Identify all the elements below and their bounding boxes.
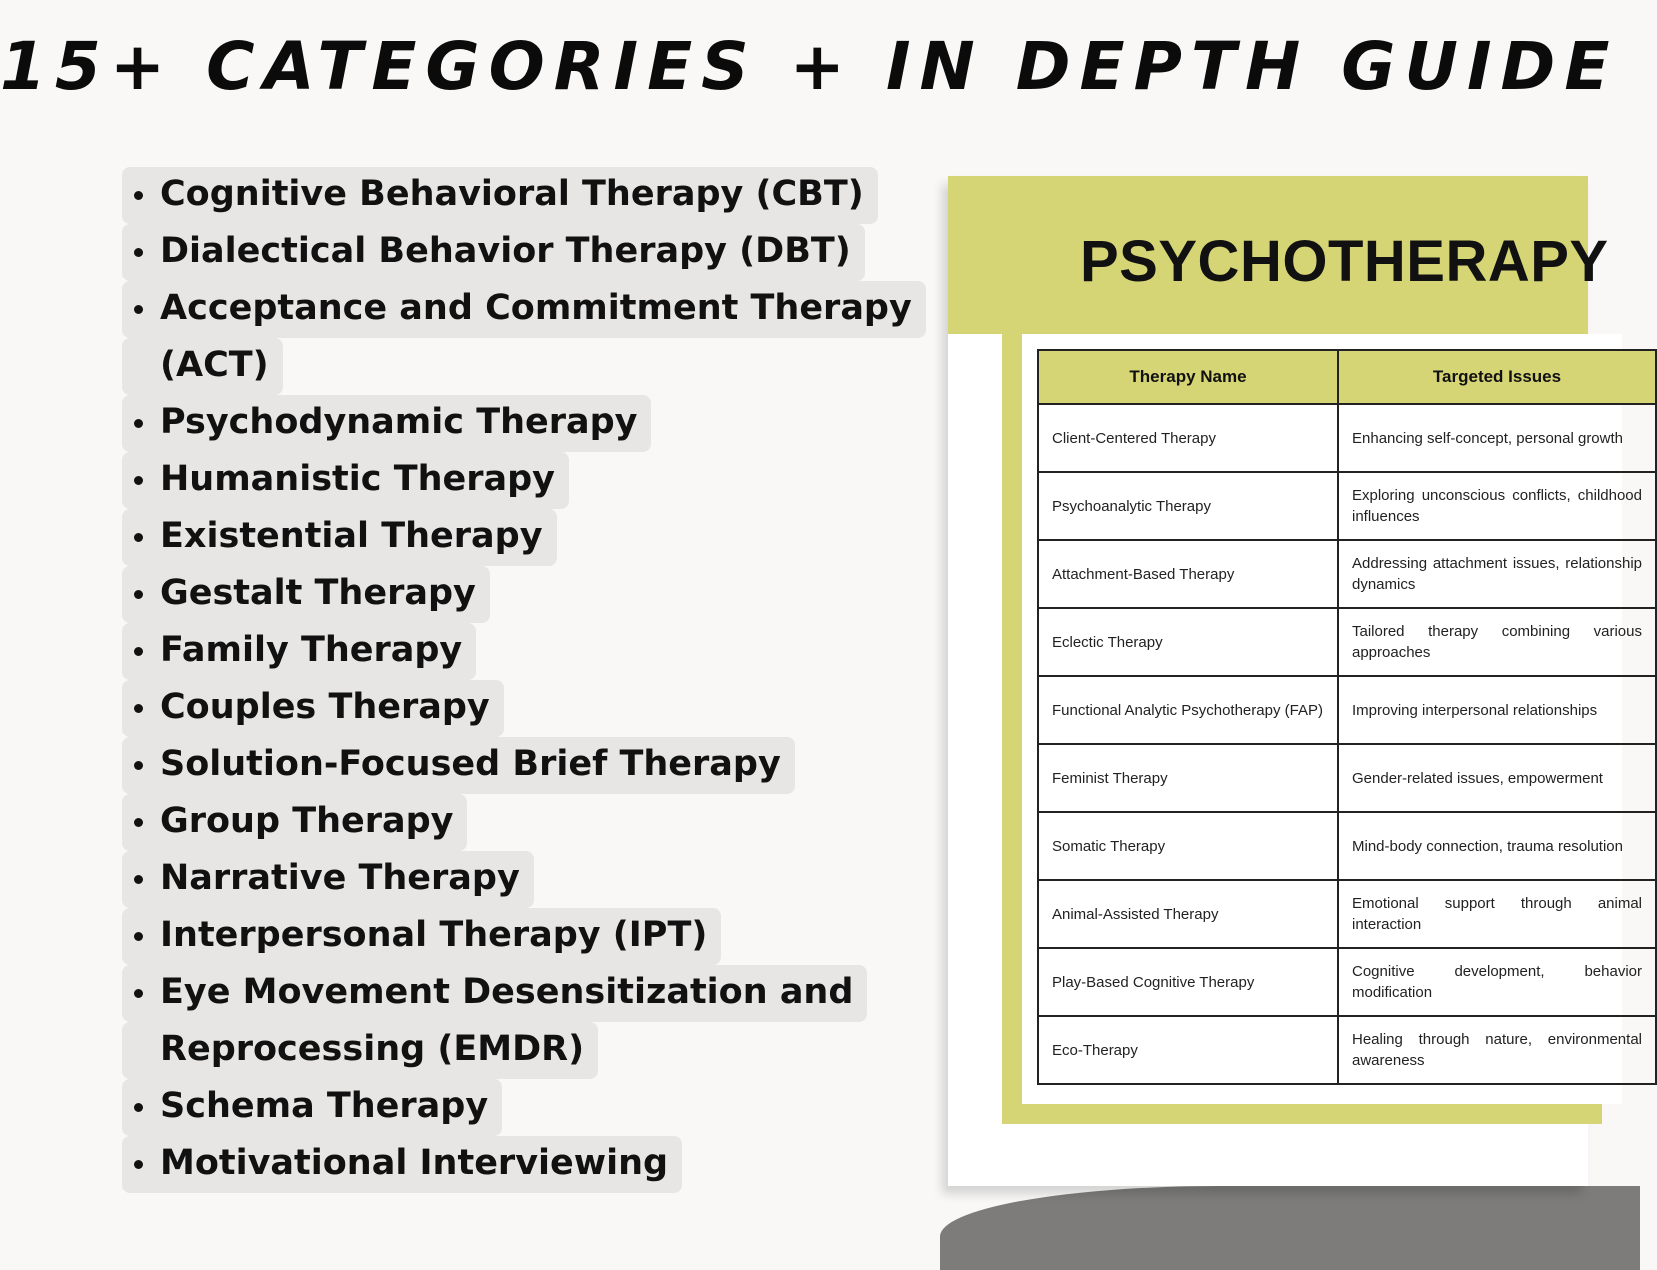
list-item xyxy=(122,224,926,281)
list-item xyxy=(122,566,926,623)
table-row xyxy=(1038,540,1656,608)
therapy-name-cell: Play-Based Cognitive Therapy xyxy=(1038,948,1338,1016)
bullet-icon xyxy=(134,818,143,827)
therapy-name-cell: Eco-Therapy xyxy=(1038,1016,1338,1084)
bullet-icon xyxy=(134,533,143,542)
therapy-name-cell: Eclectic Therapy xyxy=(1038,608,1338,676)
headline: 15+ CATEGORIES + IN DEPTH GUIDE xyxy=(0,28,1619,105)
list-item xyxy=(122,1136,926,1193)
list-item xyxy=(122,167,926,224)
document-preview xyxy=(948,176,1642,1186)
table-row xyxy=(1038,744,1656,812)
topic-label: Reprocessing (EMDR) xyxy=(122,1022,598,1079)
targeted-issues-cell: Emotional support through animal interaction xyxy=(1338,880,1656,948)
bullet-icon xyxy=(134,476,143,485)
therapy-name-cell: Animal-Assisted Therapy xyxy=(1038,880,1338,948)
list-item-continuation xyxy=(122,1022,926,1079)
list-item xyxy=(122,680,926,737)
list-item xyxy=(122,1079,926,1136)
topic-label: Group Therapy xyxy=(122,794,467,851)
therapy-name-cell: Feminist Therapy xyxy=(1038,744,1338,812)
topic-label: Psychodynamic Therapy xyxy=(122,395,651,452)
targeted-issues-cell: Gender-related issues, empowerment xyxy=(1338,744,1656,812)
table-row xyxy=(1038,948,1656,1016)
topic-label: Interpersonal Therapy (IPT) xyxy=(122,908,721,965)
table-row xyxy=(1038,880,1656,948)
topic-label: Family Therapy xyxy=(122,623,476,680)
list-item xyxy=(122,908,926,965)
list-item xyxy=(122,623,926,680)
topic-label: Cognitive Behavioral Therapy (CBT) xyxy=(122,167,878,224)
list-item xyxy=(122,737,926,794)
topic-label: Gestalt Therapy xyxy=(122,566,490,623)
targeted-issues-cell: Tailored therapy combining various approaches xyxy=(1338,608,1656,676)
bullet-icon xyxy=(134,647,143,656)
table-row xyxy=(1038,404,1656,472)
topic-label: Motivational Interviewing xyxy=(122,1136,682,1193)
therapy-table xyxy=(1037,349,1657,1085)
therapy-name-cell: Attachment-Based Therapy xyxy=(1038,540,1338,608)
topic-label: Couples Therapy xyxy=(122,680,504,737)
targeted-issues-cell: Cognitive development, behavior modification xyxy=(1338,948,1656,1016)
table-row xyxy=(1038,812,1656,880)
bullet-icon xyxy=(134,419,143,428)
targeted-issues-cell: Mind-body connection, trauma resolution xyxy=(1338,812,1656,880)
targeted-issues-cell: Enhancing self-concept, personal growth xyxy=(1338,404,1656,472)
therapy-name-cell: Somatic Therapy xyxy=(1038,812,1338,880)
topic-label: Schema Therapy xyxy=(122,1079,502,1136)
list-item xyxy=(122,965,926,1022)
topic-label: Dialectical Behavior Therapy (DBT) xyxy=(122,224,865,281)
topic-label: Acceptance and Commitment Therapy xyxy=(122,281,926,338)
bullet-icon xyxy=(134,761,143,770)
topic-label: Solution-Focused Brief Therapy xyxy=(122,737,795,794)
document-header xyxy=(948,176,1609,334)
topic-label: Eye Movement Desensitization and xyxy=(122,965,867,1022)
therapy-name-cell: Functional Analytic Psychotherapy (FAP) xyxy=(1038,676,1338,744)
targeted-issues-cell: Exploring unconscious conflicts, childhood influences xyxy=(1338,472,1656,540)
column-header-targeted-issues: Targeted Issues xyxy=(1338,350,1656,404)
table-row xyxy=(1038,608,1656,676)
list-item xyxy=(122,452,926,509)
bullet-icon xyxy=(134,704,143,713)
targeted-issues-cell: Healing through nature, environmental awareness xyxy=(1338,1016,1656,1084)
list-item xyxy=(122,395,926,452)
targeted-issues-cell: Improving interpersonal relationships xyxy=(1338,676,1656,744)
topic-label: (ACT) xyxy=(122,338,283,395)
table-row xyxy=(1038,472,1656,540)
bullet-icon xyxy=(134,1103,143,1112)
topic-label: Humanistic Therapy xyxy=(122,452,569,509)
topic-label: Existential Therapy xyxy=(122,509,557,566)
table-row xyxy=(1038,676,1656,744)
list-item xyxy=(122,281,926,338)
therapy-topic-list xyxy=(122,167,926,1193)
bullet-icon xyxy=(134,305,143,314)
therapy-name-cell: Psychoanalytic Therapy xyxy=(1038,472,1338,540)
bullet-icon xyxy=(134,989,143,998)
column-header-therapy-name: Therapy Name xyxy=(1038,350,1338,404)
topic-label: Narrative Therapy xyxy=(122,851,534,908)
bullet-icon xyxy=(134,590,143,599)
table-header-row xyxy=(1038,350,1656,404)
document-inner xyxy=(1022,334,1642,1104)
bullet-icon xyxy=(134,932,143,941)
list-item xyxy=(122,794,926,851)
document-title: PSYCHOTHERAPY xyxy=(1080,229,1609,294)
list-item xyxy=(122,851,926,908)
page-shadow xyxy=(940,1186,1640,1270)
bullet-icon xyxy=(134,875,143,884)
bullet-icon xyxy=(134,1160,143,1169)
list-item xyxy=(122,509,926,566)
therapy-name-cell: Client-Centered Therapy xyxy=(1038,404,1338,472)
document-frame xyxy=(1002,334,1642,1124)
targeted-issues-cell: Addressing attachment issues, relationship dynamics xyxy=(1338,540,1656,608)
list-item-continuation xyxy=(122,338,926,395)
bullet-icon xyxy=(134,191,143,200)
table-row xyxy=(1038,1016,1656,1084)
bullet-icon xyxy=(134,248,143,257)
